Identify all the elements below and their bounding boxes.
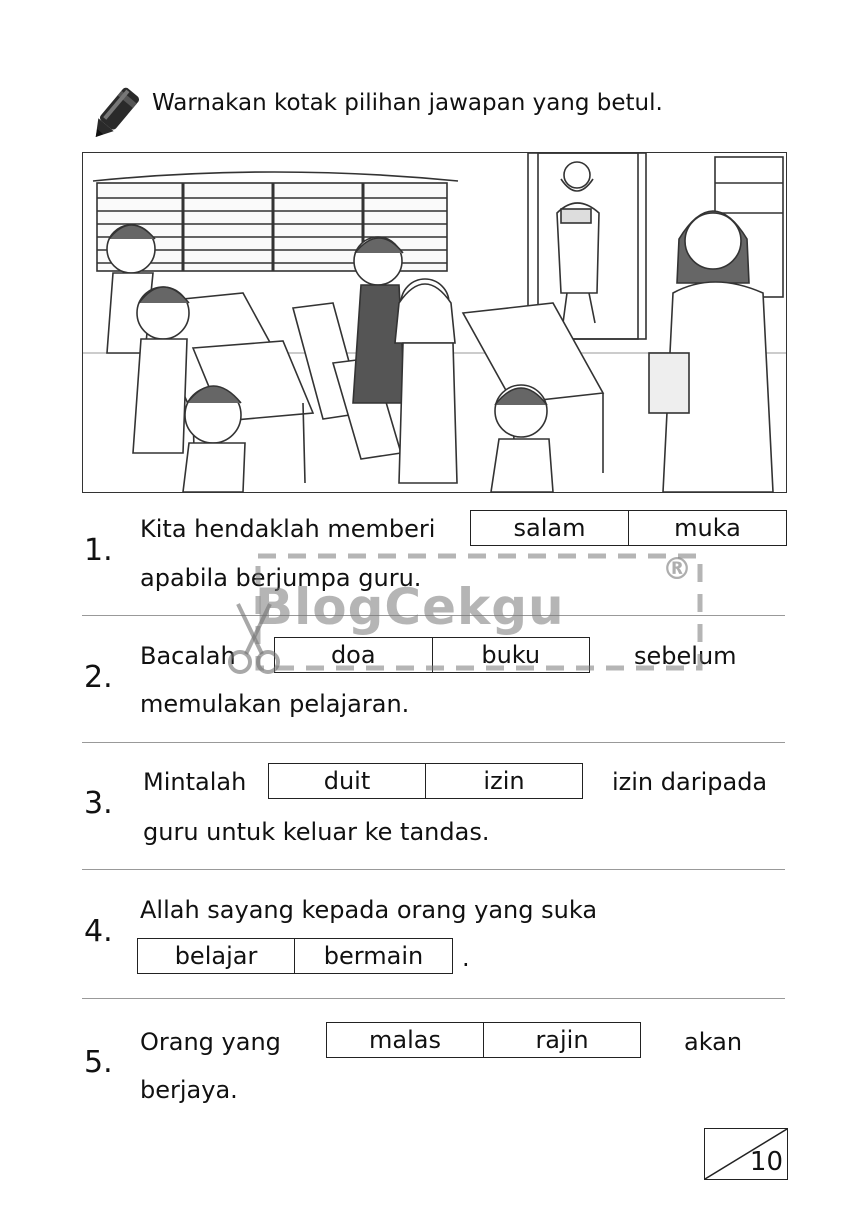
question-2-choice-a[interactable]: doa: [275, 638, 433, 672]
question-3-choices: [268, 763, 583, 799]
question-4-choice-a[interactable]: belajar: [138, 939, 295, 973]
question-2-text-post: sebelum: [634, 642, 737, 670]
crayon-icon: [84, 82, 146, 146]
question-1-text-line2: apabila berjumpa guru.: [140, 564, 422, 592]
divider: [82, 742, 785, 743]
question-4-text-line1: Allah sayang kepada orang yang suka: [140, 896, 598, 924]
question-1-choices: [470, 510, 787, 546]
question-1-text-line1: Kita hendaklah memberi: [140, 515, 436, 543]
question-2-number: 2.: [84, 660, 113, 695]
question-5-text-pre: Orang yang: [140, 1028, 281, 1056]
teacher: [649, 211, 773, 492]
question-3-number: 3.: [84, 786, 113, 821]
question-3-choice-a[interactable]: duit: [269, 764, 426, 798]
question-5-number: 5.: [84, 1045, 113, 1080]
question-3-text-pre: Mintalah: [143, 768, 247, 796]
question-2-choice-b[interactable]: buku: [481, 641, 541, 669]
question-4-choice-b[interactable]: bermain: [323, 942, 424, 970]
question-3-text-line2: guru untuk keluar ke tandas.: [143, 818, 490, 846]
watermark-registered-mark: ®: [662, 552, 692, 587]
watermark-text: BlogCekgu: [255, 578, 565, 636]
classroom-illustration: [82, 152, 787, 493]
question-4-number: 4.: [84, 914, 113, 949]
question-1-choice-a[interactable]: salam: [471, 511, 629, 545]
question-3-text-post: izin daripada: [612, 768, 768, 796]
score-box: [704, 1128, 788, 1180]
divider: [82, 869, 785, 870]
question-1-choice-b[interactable]: muka: [674, 514, 741, 542]
instruction-text: Warnakan kotak pilihan jawapan yang betul.: [152, 90, 663, 116]
question-3-choice-b[interactable]: izin: [483, 767, 525, 795]
divider: [82, 998, 785, 999]
question-5-choice-b[interactable]: rajin: [535, 1026, 589, 1054]
question-1-number: 1.: [84, 533, 113, 568]
question-5-text-post: akan: [684, 1028, 743, 1056]
page-number: 10: [749, 1147, 783, 1177]
question-5-choice-a[interactable]: malas: [327, 1023, 484, 1057]
question-2-text-pre: Bacalah: [140, 642, 236, 670]
question-4-choices: [137, 938, 453, 974]
question-5-text-line2: berjaya.: [140, 1076, 238, 1104]
question-5-choices: [326, 1022, 641, 1058]
question-2-text-line2: memulakan pelajaran.: [140, 690, 410, 718]
question-4-period: .: [462, 944, 470, 972]
